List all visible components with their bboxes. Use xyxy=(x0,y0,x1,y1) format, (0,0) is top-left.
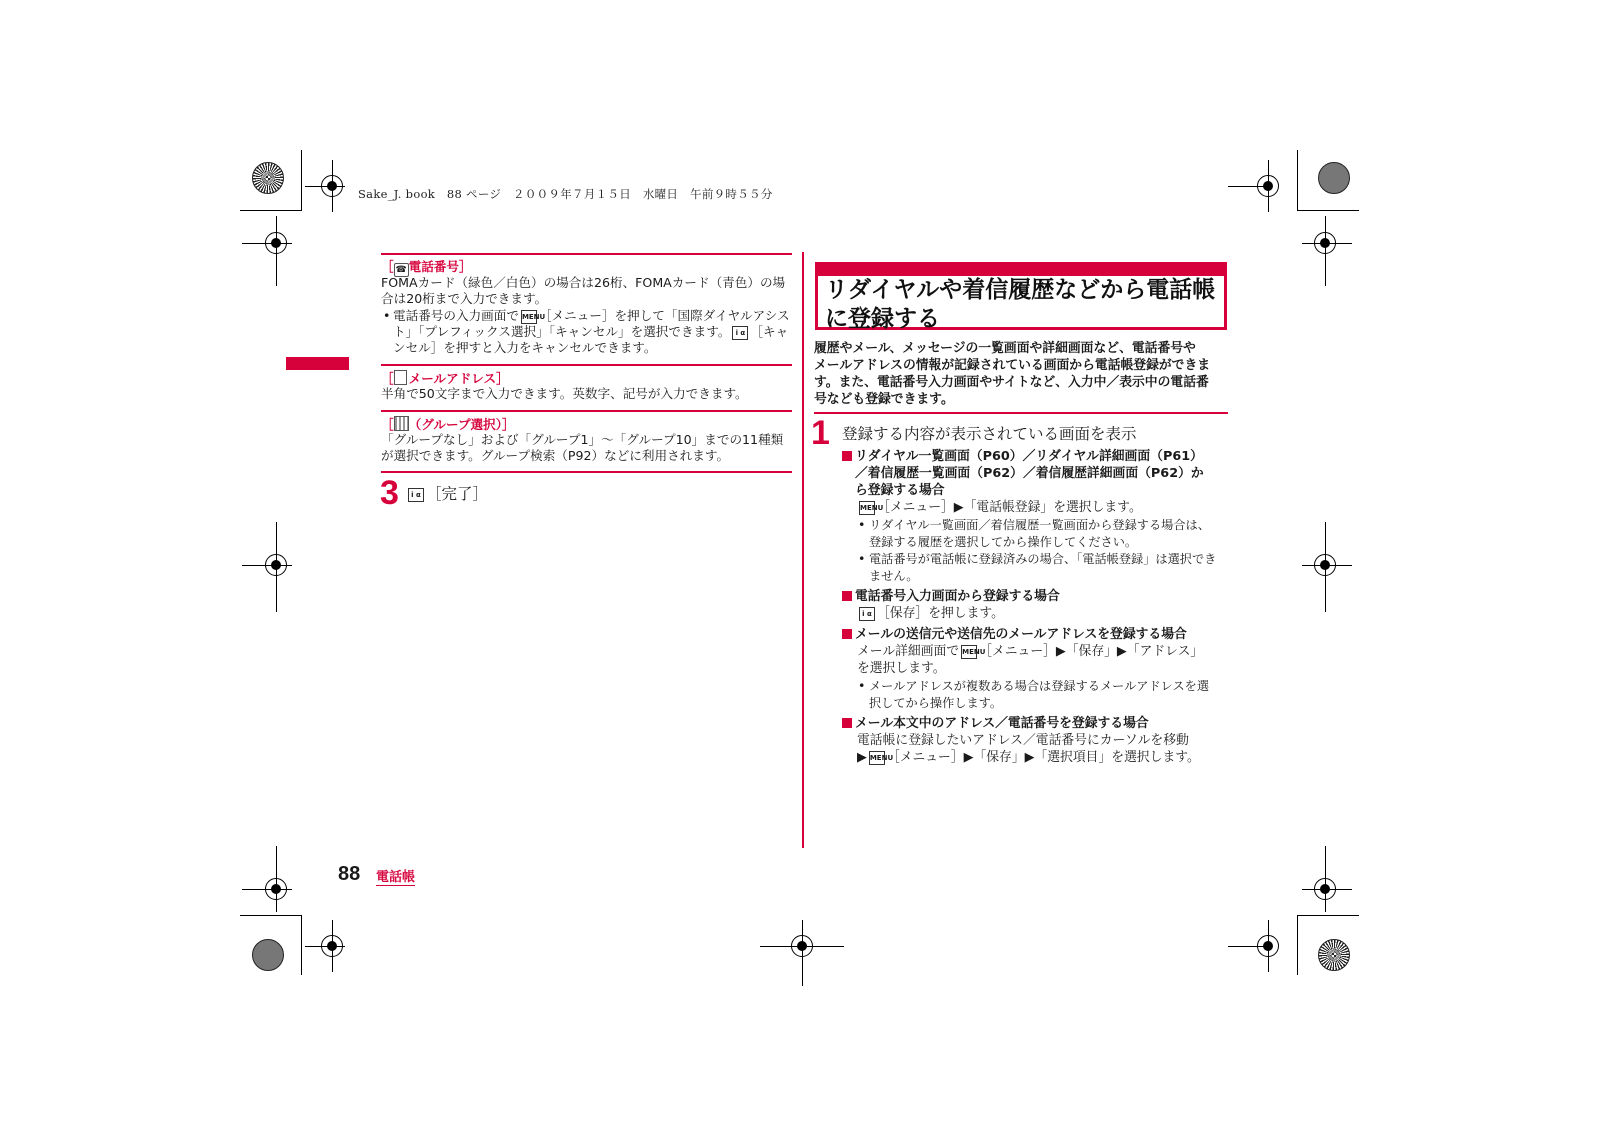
section-rule xyxy=(381,253,792,255)
case-3-note: メールアドレスが複数ある場合は登録するメールアドレスを選 択してから操作します。 xyxy=(869,679,1210,710)
section-rule xyxy=(381,364,792,366)
group-line-1: 「グループなし」および「グループ1」～「グループ10」までの11種類 xyxy=(381,432,784,447)
i-key-icon: i α xyxy=(732,326,748,340)
bullet-square xyxy=(842,718,852,728)
section-rule xyxy=(381,471,792,473)
phone-bullet-line-1: 電話番号の入力画面で MENU［メニュー］を押して「国際ダイヤルアシス xyxy=(393,308,790,323)
case-1-heading: リダイヤル一覧画面（P60）／リダイヤル詳細画面（P61） ／着信履歴一覧画面（P62）／着信履歴詳細画面（P62）か ら登録する場合 xyxy=(842,448,1232,499)
case-3-heading: メールの送信元や送信先のメールアドレスを登録する場合 xyxy=(842,626,1187,643)
page-number: 88 xyxy=(338,863,361,885)
phone-line-2: 合は20桁まで入力できます。 xyxy=(381,291,548,306)
phone-bullet-line-2: ト」「プレフィックス選択」「キャンセル」を選択できます。 i α ［キャ xyxy=(393,324,789,339)
group-icon xyxy=(394,416,409,431)
case-4-heading: メール本文中のアドレス／電話番号を登録する場合 xyxy=(842,715,1149,732)
bullet: • xyxy=(858,678,866,693)
bullet-square xyxy=(842,629,852,639)
menu-key-icon: MENU xyxy=(869,751,885,765)
section-rule xyxy=(381,410,792,412)
menu-key-icon: MENU xyxy=(521,310,537,324)
print-header: Sake_J. book 88 ページ ２００９年７月１５日 水曜日 午前９時５５分 xyxy=(358,187,773,201)
case-1-action: MENU［メニュー］▶「電話帳登録」を選択します。 xyxy=(860,500,1142,515)
case-4-action-2: ▶ MENU［メニュー］▶「保存」▶「選択項目」を選択します。 xyxy=(857,750,1200,765)
bullet-square xyxy=(842,451,852,461)
case-1-note-1: リダイヤル一覧画面／着信履歴一覧画面から登録する場合は、 登録する履歴を選択してから操作してください。 xyxy=(869,518,1210,549)
step-number: 3 xyxy=(380,474,399,512)
step-1-text: 登録する内容が表示されている画面を表示 xyxy=(842,425,1137,443)
page-title: リダイヤルや着信履歴などから電話帳 に登録する xyxy=(825,277,1216,332)
case-3-action-2: を選択します。 xyxy=(857,661,946,676)
chapter-tab xyxy=(286,357,349,370)
case-2-action: i α ［保存］を押します。 xyxy=(857,605,1004,622)
menu-key-icon: MENU xyxy=(961,645,977,659)
bullet: • xyxy=(858,551,866,566)
step-3-text: i α ［完了］ xyxy=(406,482,488,504)
step-number: 1 xyxy=(811,414,830,452)
phone-line-1: FOMAカード（緑色／白色）の場合は26桁、FOMAカード（青色）の場 xyxy=(381,275,786,290)
phone-bullet-line-3: ンセル］を押すと入力をキャンセルできます。 xyxy=(393,340,657,355)
mail-address-icon xyxy=(394,370,407,385)
i-key-icon: i α xyxy=(859,607,875,621)
mail-section-heading: ［ メールアドレス］ xyxy=(381,371,509,386)
chapter-label: 電話帳 xyxy=(376,866,415,886)
bullet: • xyxy=(858,517,866,532)
case-2-heading: 電話番号入力画面から登録する場合 xyxy=(842,588,1060,605)
bullet-square xyxy=(842,591,852,601)
group-section-heading: ［ （グループ選択）］ xyxy=(381,417,515,432)
intro-text: 履歴やメール、メッセージの一覧画面や詳細画面など、電話番号や メールアドレスの情報が記録されている画面から電話帳登録ができま す。また、電話番号入力画面やサイトなど、入力中／表示中の電話番 号なども登録できます。 xyxy=(814,341,1211,407)
phone-icon: ☎ xyxy=(395,265,407,275)
case-4-action-1: 電話帳に登録したいアドレス／電話番号にカーソルを移動 xyxy=(857,733,1189,748)
bullet: • xyxy=(383,308,391,323)
menu-key-icon: MENU xyxy=(859,501,875,515)
i-key-icon: i α xyxy=(408,488,424,502)
mail-line-1: 半角で50文字まで入力できます。英数字、記号が入力できます。 xyxy=(381,386,748,401)
case-1-note-2: 電話番号が電話帳に登録済みの場合、「電話帳登録」は選択でき ません。 xyxy=(869,552,1217,583)
section-rule xyxy=(814,412,1228,414)
phone-section-heading: ［ ☎ 電話番号］ xyxy=(381,259,472,275)
case-3-action: メール詳細画面で MENU［メニュー］▶「保存」▶「アドレス」 xyxy=(857,644,1204,659)
group-line-2: が選択できます。グループ検索（P92）などに利用されます。 xyxy=(381,448,730,463)
column-divider xyxy=(802,252,804,848)
